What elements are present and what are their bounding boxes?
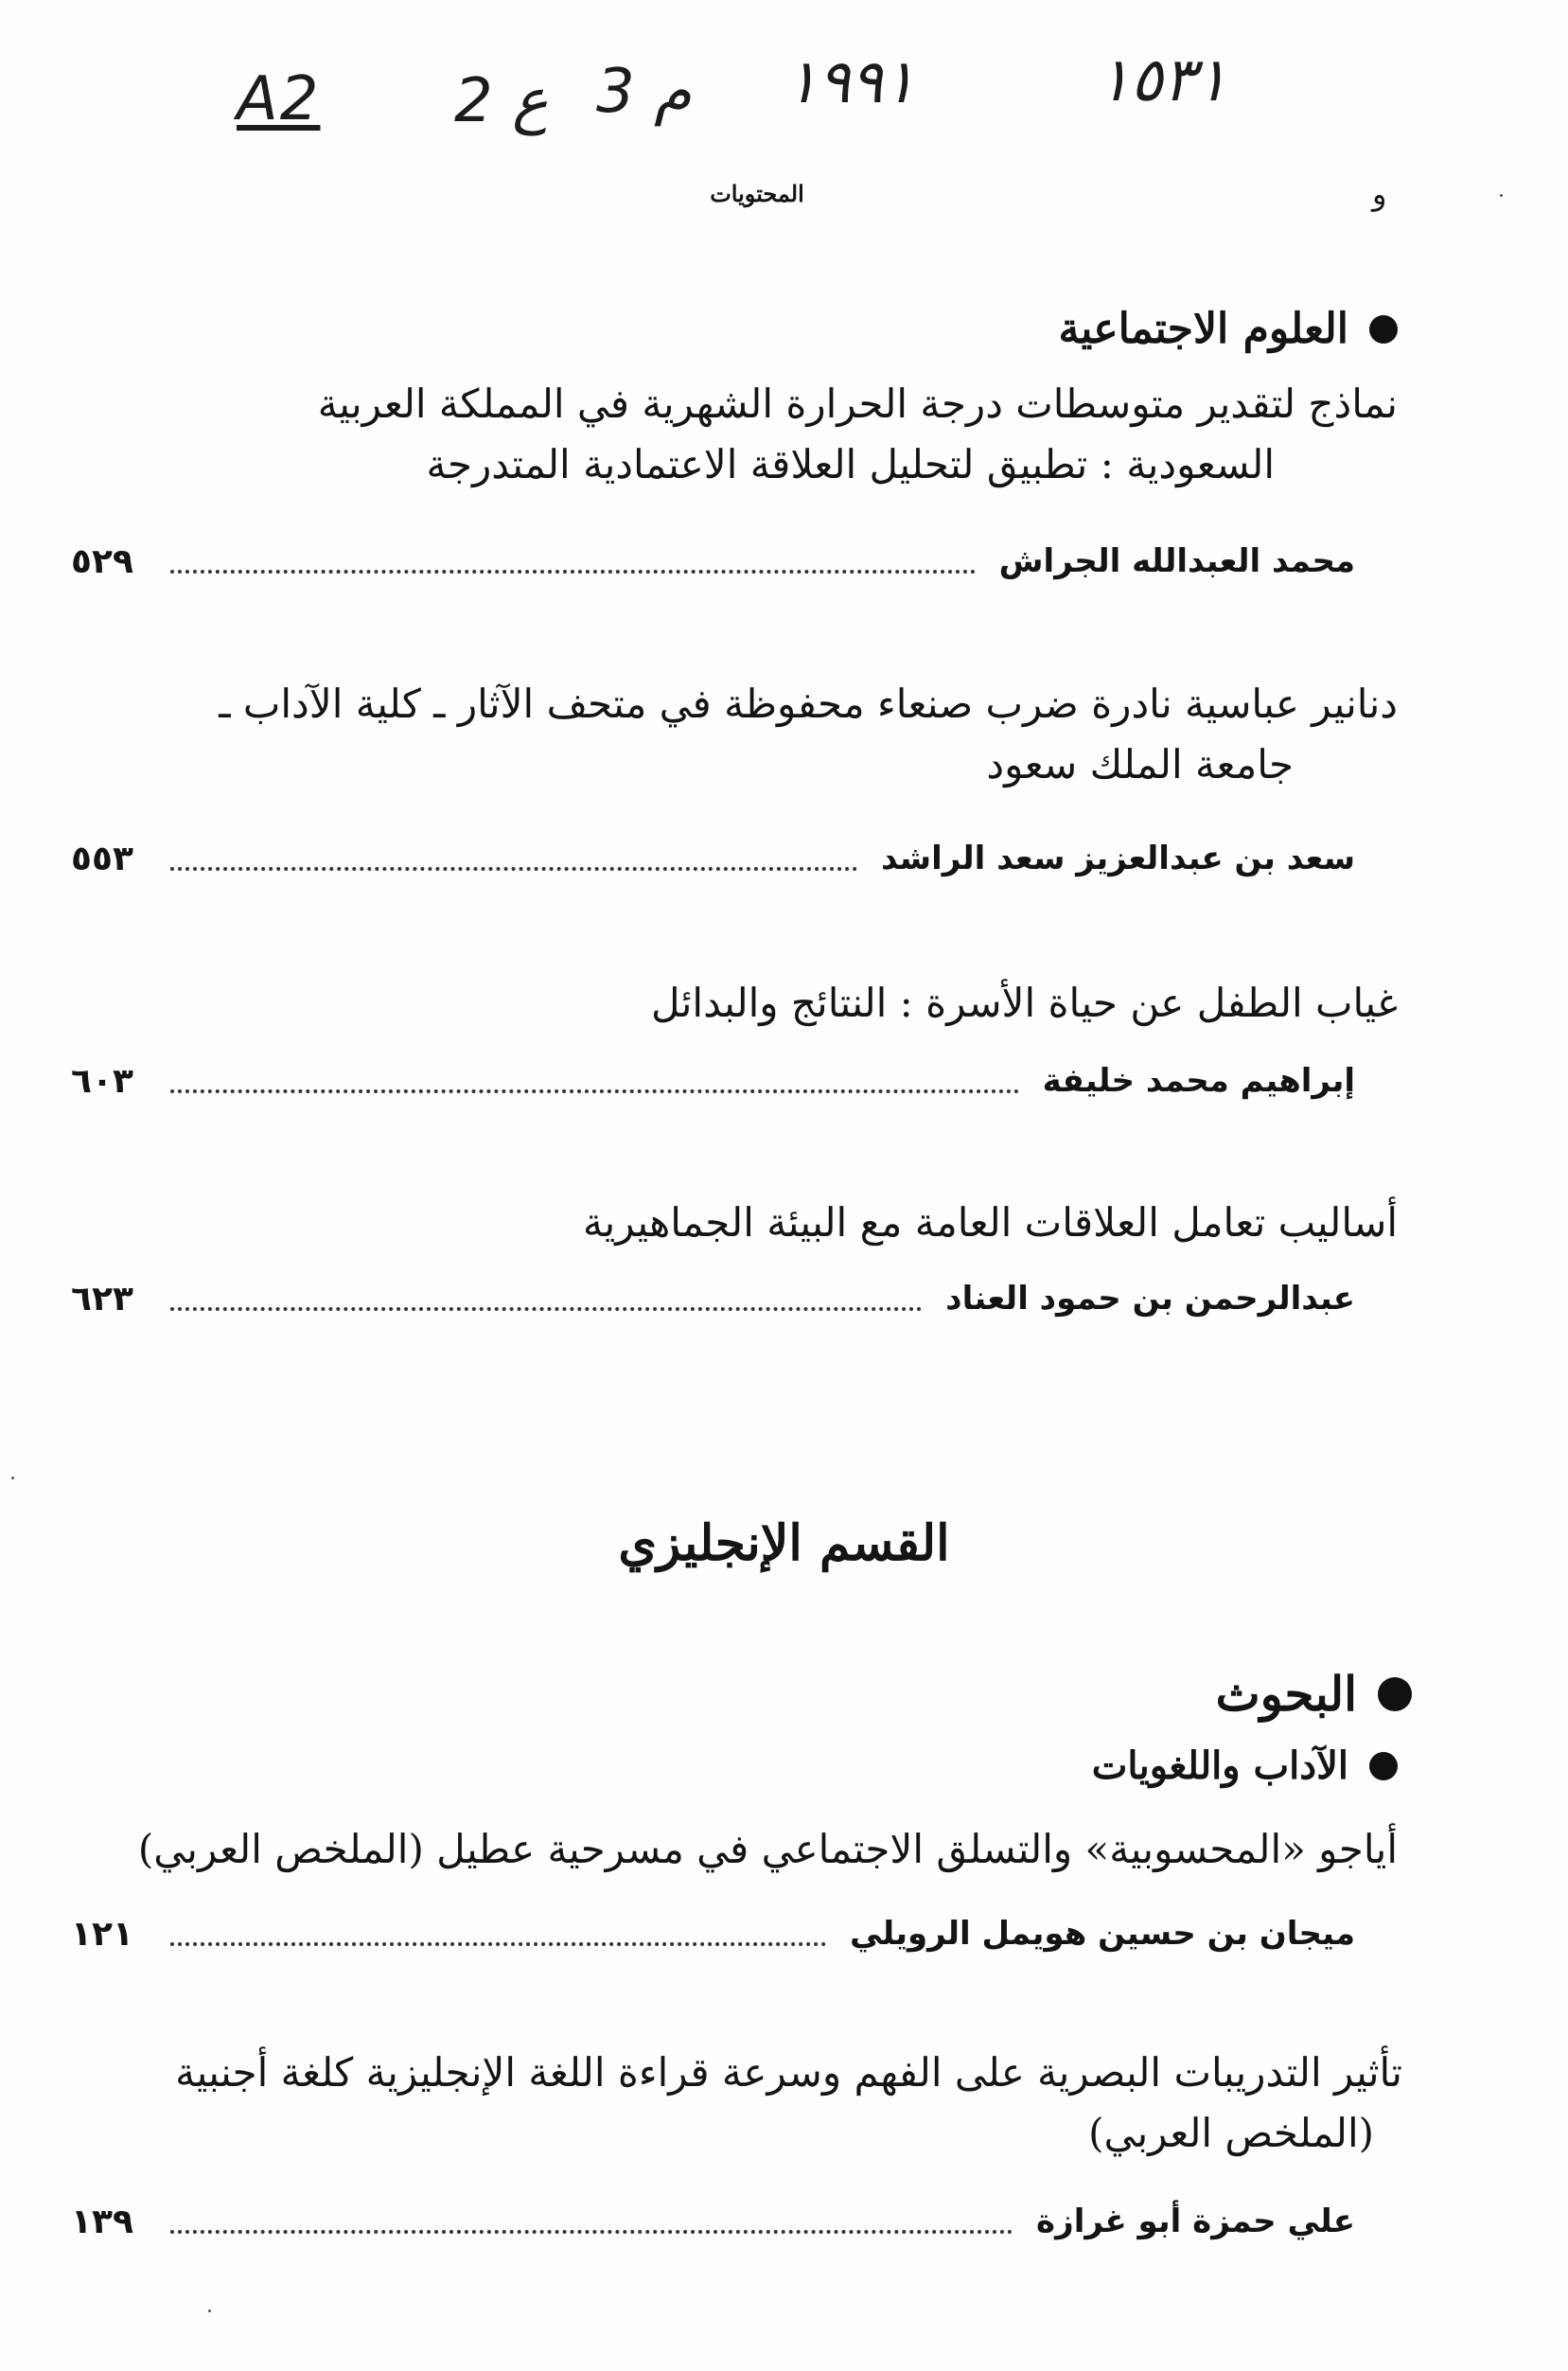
- toc-entry-title: [73, 973, 1398, 1034]
- entry-title-line: جامعة الملك سعود: [986, 741, 1294, 787]
- handwritten-code: A2: [237, 64, 321, 134]
- entry-page-number: ١٢١: [71, 1914, 133, 1954]
- toc-entry-author-row: [71, 835, 1355, 882]
- bullet-icon: [1378, 1677, 1412, 1711]
- scan-speck: [208, 2309, 211, 2312]
- toc-entry-title: [73, 374, 1398, 495]
- dot-leader: [170, 549, 976, 574]
- toc-entry-author-row: [71, 1057, 1355, 1105]
- research-heading: البحوث: [1215, 1666, 1357, 1722]
- entry-author: عبدالرحمن بن حمود العناد: [945, 1280, 1355, 1318]
- dot-leader: [170, 1286, 922, 1311]
- entry-author: علي حمزة أبو غرازة: [1036, 2203, 1355, 2240]
- entry-title-line: تأثير التدريبات البصرية على الفهم وسرعة قراءة اللغة الإنجليزية كلغة أجنبية: [175, 2049, 1402, 2096]
- handwritten-issue: 2 ع: [454, 66, 549, 136]
- entry-page-number: ٥٥٣: [71, 839, 133, 878]
- entry-page-number: ١٣٩: [71, 2202, 133, 2241]
- toc-entry-author-row: [71, 1910, 1355, 1957]
- bullet-icon: [1369, 1752, 1398, 1780]
- entry-author: ميجان بن حسين هويمل الرويلي: [849, 1915, 1355, 1953]
- toc-entry-title: [73, 674, 1398, 795]
- toc-entry-author-row: [71, 1275, 1355, 1322]
- entry-title-line: أساليب تعامل العلاقات العامة مع البيئة الجماهيرية: [583, 1199, 1398, 1246]
- handwritten-year-hijri: ١٥٣١: [1098, 45, 1228, 115]
- entry-title-line: (الملخص العربي): [1088, 2110, 1374, 2156]
- scan-speck: [11, 1477, 14, 1479]
- dot-leader: [170, 1069, 1019, 1093]
- toc-entry-title: [73, 1819, 1398, 1880]
- entry-title-line: أياجو «المحسوبية» والتسلق الاجتماعي في مسرحية عطيل (الملخص العربي): [137, 1826, 1398, 1872]
- subsection-heading: الآداب واللغويات: [1091, 1743, 1348, 1788]
- entry-page-number: ٦٠٣: [71, 1061, 133, 1101]
- entry-title-line: السعودية : تطبيق لتحليل العلاقة الاعتمادية المتدرجة: [426, 441, 1275, 487]
- running-head: [0, 176, 1568, 218]
- handwritten-annotation: [237, 45, 1467, 161]
- part-heading: القسم الإنجليزي: [618, 1514, 950, 1572]
- bullet-icon: [1369, 315, 1398, 344]
- entry-page-number: ٥٢٩: [71, 541, 133, 581]
- research-heading-row: [87, 1666, 1412, 1722]
- section-heading: العلوم الاجتماعية: [1058, 305, 1348, 353]
- entry-title-line: غياب الطفل عن حياة الأسرة : النتائج والبدائل: [650, 980, 1398, 1026]
- handwritten-volume: 3 م: [596, 57, 692, 127]
- arts-heading-row: [73, 1743, 1398, 1788]
- toc-entry-author-row: [71, 538, 1355, 585]
- entry-author: سعد بن عبدالعزيز سعد الراشد: [881, 840, 1355, 877]
- entry-title-line: نماذج لتقدير متوسطات درجة الحرارة الشهرية في المملكة العربية: [317, 380, 1398, 427]
- handwritten-year-gregorian: ١٩٩١: [785, 47, 916, 117]
- entry-title-line: دنانير عباسية نادرة ضرب صنعاء محفوظة في متحف الآثار ـ كلية الآداب ـ: [219, 681, 1398, 727]
- dot-leader: [170, 2209, 1013, 2234]
- dot-leader: [170, 1921, 826, 1946]
- toc-entry-author-row: [71, 2198, 1355, 2245]
- entry-author: محمد العبدالله الجراش: [998, 542, 1355, 580]
- entry-page-number: ٦٢٣: [71, 1279, 133, 1318]
- toc-entry-title: [78, 2043, 1402, 2164]
- entry-author: إبراهيم محمد خليفة: [1042, 1062, 1355, 1100]
- dot-leader: [170, 846, 857, 871]
- toc-entry-title: [73, 1193, 1398, 1253]
- social-sciences-heading-row: [73, 305, 1398, 353]
- page-folio: و: [1372, 176, 1387, 212]
- scan-speck: [1500, 194, 1503, 197]
- running-title: المحتويات: [710, 180, 804, 207]
